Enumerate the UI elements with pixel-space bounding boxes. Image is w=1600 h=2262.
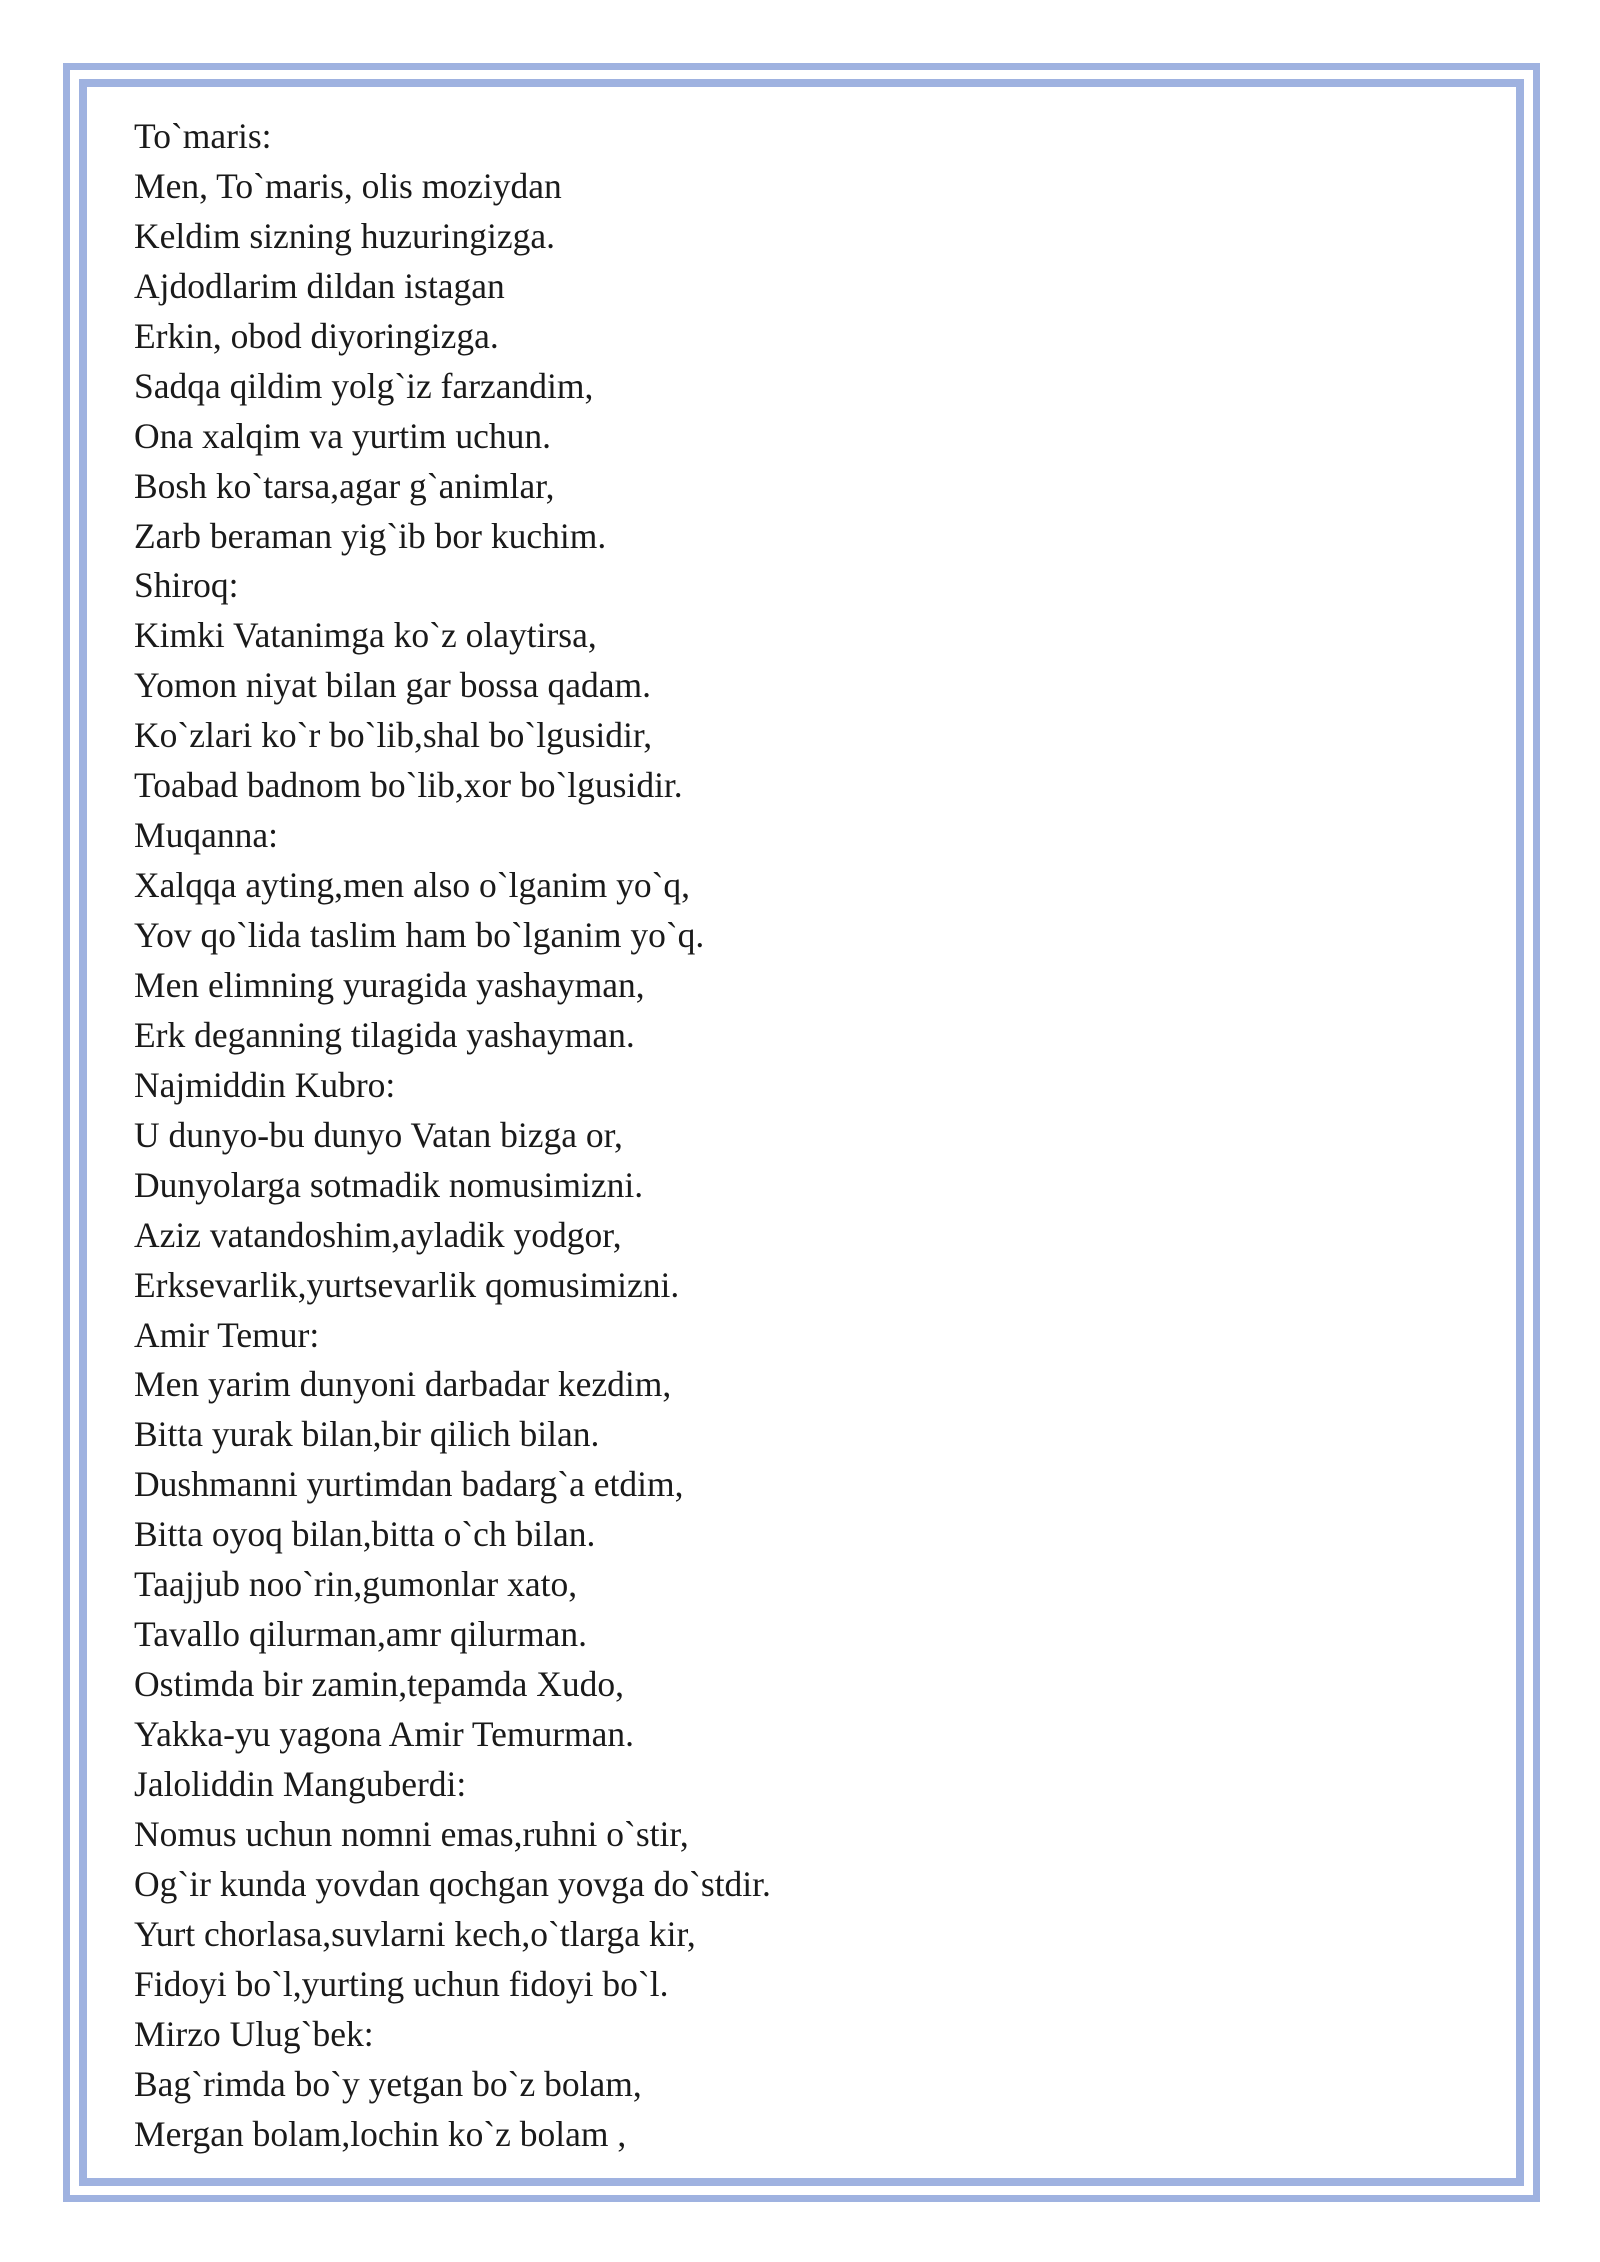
poem-line: Erk deganning tilagida yashayman. <box>134 1014 635 1055</box>
poem-line: Erksevarlik,yurtsevarlik qomusimizni. <box>134 1264 680 1305</box>
poem-line: Ajdodlarim dildan istagan <box>134 265 505 306</box>
poem-line: Ona xalqim va yurtim uchun. <box>134 415 552 456</box>
poem-line: Zarb beraman yig`ib bor kuchim. <box>134 515 607 556</box>
poem-line: Men elimning yuragida yashayman, <box>134 964 645 1005</box>
poem-line: Dunyolarga sotmadik nomusimizni. <box>134 1164 644 1205</box>
poem-line: Dushmanni yurtimdan badarg`a etdim, <box>134 1464 684 1505</box>
poem-line: Aziz vatandoshim,ayladik yodgor, <box>134 1214 622 1255</box>
speaker-label: Mirzo Ulug`bek: <box>134 2013 374 2054</box>
poem-line: Fidoyi bo`l,yurting uchun fidoyi bo`l. <box>134 1963 669 2004</box>
poem-line: Bag`rimda bo`y yetgan bo`z bolam, <box>134 2063 642 2104</box>
poem-line: Toabad badnom bo`lib,xor bo`lgusidir. <box>134 765 683 806</box>
poem-text <box>134 112 1434 2159</box>
poem-line: Mergan bolam,lochin ko`z bolam , <box>134 2113 627 2154</box>
poem-line: Ko`zlari ko`r bo`lib,shal bo`lgusidir, <box>134 715 653 756</box>
poem-line: Yomon niyat bilan gar bossa qadam. <box>134 665 652 706</box>
poem-line: Bosh ko`tarsa,agar g`animlar, <box>134 465 555 506</box>
poem-line: Yurt chorlasa,suvlarni kech,o`tlarga kir, <box>134 1913 696 1954</box>
poem-line: Taajjub noo`rin,gumonlar xato, <box>134 1564 578 1605</box>
speaker-label: Amir Temur: <box>134 1314 320 1355</box>
poem-line: Xalqqa ayting,men also o`lganim yo`q, <box>134 865 691 906</box>
poem-line: U dunyo-bu dunyo Vatan bizga or, <box>134 1114 623 1155</box>
speaker-label: Muqanna: <box>134 815 278 856</box>
poem-line: Sadqa qildim yolg`iz farzandim, <box>134 365 594 406</box>
poem-line: Men, To`maris, olis moziydan <box>134 165 562 206</box>
poem-line: Nomus uchun nomni emas,ruhni o`stir, <box>134 1813 689 1854</box>
poem-line: Erkin, obod diyoringizga. <box>134 315 499 356</box>
poem-line: Keldim sizning huzuringizga. <box>134 215 555 256</box>
speaker-label: To`maris: <box>134 116 272 156</box>
poem-line: Bitta yurak bilan,bir qilich bilan. <box>134 1414 600 1455</box>
poem-line: Yakka-yu yagona Amir Temurman. <box>134 1714 635 1754</box>
poem-line: Yov qo`lida taslim ham bo`lganim yo`q. <box>134 915 705 955</box>
poem-line: Og`ir kunda yovdan qochgan yovga do`stdir. <box>134 1863 771 1904</box>
poem-line: Ostimda bir zamin,tepamda Xudo, <box>134 1664 624 1705</box>
poem-line: Kimki Vatanimga ko`z olaytirsa, <box>134 615 597 656</box>
speaker-label: Shiroq: <box>134 565 239 606</box>
speaker-label: Najmiddin Kubro: <box>134 1064 396 1105</box>
speaker-label: Jaloliddin Manguberdi: <box>134 1763 467 1804</box>
poem-line: Tavallo qilurman,amr qilurman. <box>134 1614 587 1655</box>
poem-line: Men yarim dunyoni darbadar kezdim, <box>134 1364 672 1405</box>
poem-line: Bitta oyoq bilan,bitta o`ch bilan. <box>134 1514 596 1555</box>
